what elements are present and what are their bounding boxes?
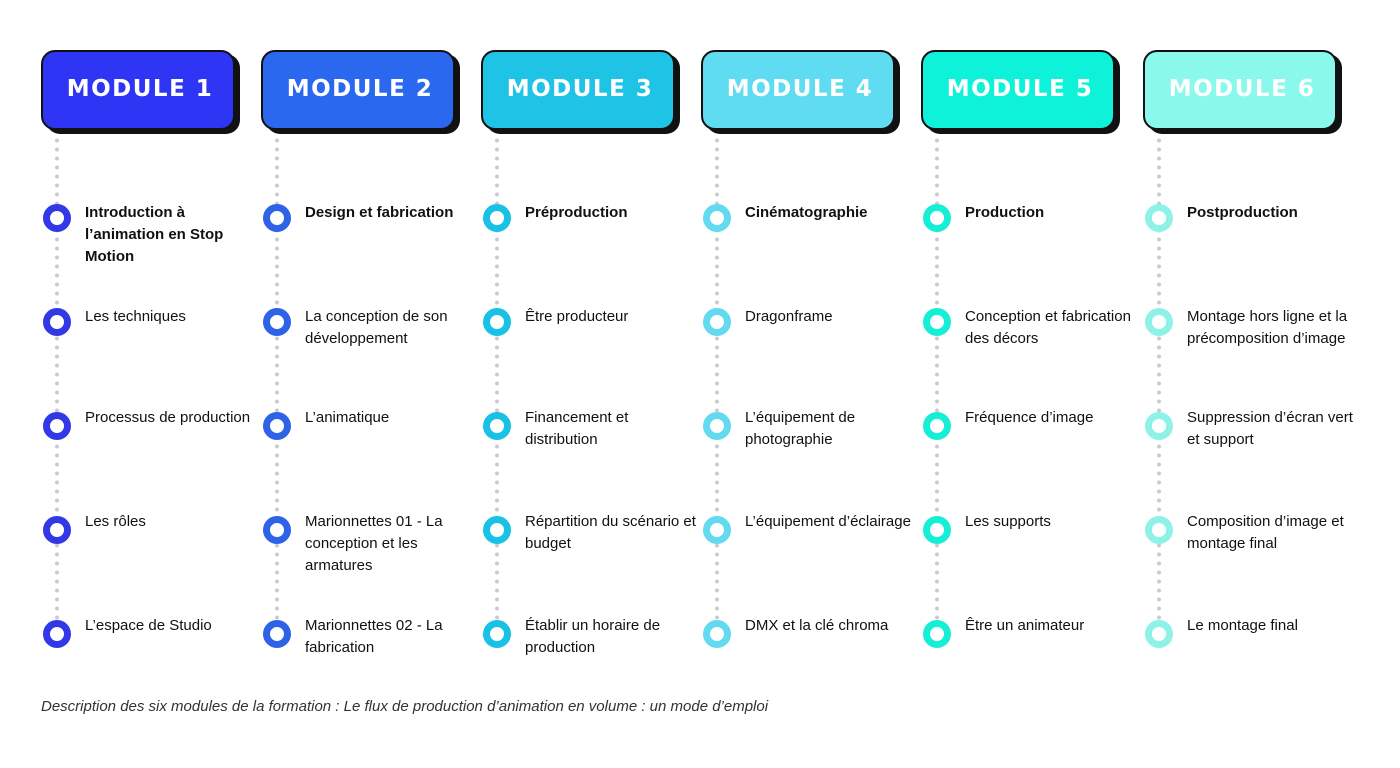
timeline-node-icon [43, 308, 71, 336]
module-subject-title: Préproduction [525, 204, 628, 221]
timeline-node-icon [923, 308, 951, 336]
timeline-node-icon [263, 620, 291, 648]
timeline-node-icon [483, 412, 511, 440]
module-subject-title: Production [965, 204, 1045, 221]
module-subject-title: Design et fabrication [305, 204, 454, 221]
module-topic-label: La conception de son développement [305, 308, 448, 347]
module-topic-label: Conception et fabrication des décors [965, 308, 1131, 347]
module-title: MODULE 6 [1168, 76, 1316, 102]
timeline-node-icon [263, 412, 291, 440]
module-subject-title: Introduction à l’animation en Stop Motion [85, 204, 224, 265]
timeline-node-icon [483, 516, 511, 544]
module-subject-title: Cinématographie [745, 204, 868, 221]
module-column-5 [921, 0, 1141, 700]
timeline-dotted-line [1157, 100, 1161, 635]
timeline-node-icon [703, 308, 731, 336]
module-topic-label: Fréquence d’image [965, 409, 1094, 426]
timeline-dotted-line [715, 100, 719, 635]
module-column-3 [481, 0, 701, 700]
timeline-node-icon [263, 308, 291, 336]
module-subject-title: Postproduction [1187, 204, 1298, 221]
timeline-node-icon [263, 516, 291, 544]
module-topic-label: Établir un horaire de production [525, 617, 661, 656]
module-header-box [41, 50, 235, 130]
module-topic-label: L’espace de Studio [85, 617, 212, 634]
timeline-node-icon [43, 516, 71, 544]
timeline-node-icon [1145, 620, 1173, 648]
timeline-dotted-line [55, 100, 59, 635]
module-header-box [481, 50, 675, 130]
module-title: MODULE 5 [946, 76, 1094, 102]
module-column-6 [1143, 0, 1363, 700]
timeline-dotted-line [935, 100, 939, 635]
module-topic-label: Le montage final [1187, 617, 1298, 634]
module-topic-label: Les rôles [85, 513, 146, 530]
timeline-node-icon [923, 412, 951, 440]
module-topic-label: Les techniques [85, 308, 186, 325]
timeline-node-icon [263, 204, 291, 232]
module-topic-label: Être producteur [525, 308, 629, 325]
module-topic-label: L’équipement de photographie [745, 409, 856, 448]
module-topic-label: Processus de production [85, 409, 251, 426]
timeline-node-icon [43, 412, 71, 440]
module-column-4 [701, 0, 921, 700]
module-topic-label: Composition d’image et montage final [1187, 513, 1344, 552]
module-title: MODULE 1 [66, 76, 214, 102]
timeline-node-icon [483, 204, 511, 232]
module-column-1 [41, 0, 261, 700]
timeline-node-icon [1145, 412, 1173, 440]
module-topic-label: Les supports [965, 513, 1051, 530]
timeline-node-icon [43, 204, 71, 232]
module-topic-label: Dragonframe [745, 308, 833, 325]
module-topic-label: Suppression d’écran vert et support [1187, 409, 1353, 448]
module-topic-label: L’animatique [305, 409, 390, 426]
module-topic-label: L’équipement d’éclairage [745, 513, 911, 530]
timeline-node-icon [1145, 308, 1173, 336]
timeline-node-icon [1145, 204, 1173, 232]
timeline-node-icon [703, 620, 731, 648]
timeline-node-icon [703, 516, 731, 544]
module-title: MODULE 4 [726, 76, 874, 102]
timeline-node-icon [703, 204, 731, 232]
timeline-node-icon [923, 204, 951, 232]
module-topic-label: Financement et distribution [525, 409, 629, 448]
module-topic-label: Répartition du scénario et budget [525, 513, 696, 552]
timeline-node-icon [483, 308, 511, 336]
module-header-box [921, 50, 1115, 130]
module-topic-label: Marionnettes 02 - La fabrication [305, 617, 443, 656]
module-column-2 [261, 0, 481, 700]
module-topic-label: DMX et la clé chroma [745, 617, 889, 634]
module-topic-label: Marionnettes 01 - La conception et les armatures [305, 513, 443, 574]
timeline-dotted-line [275, 100, 279, 635]
timeline-node-icon [1145, 516, 1173, 544]
timeline-node-icon [483, 620, 511, 648]
timeline-node-icon [923, 620, 951, 648]
timeline-node-icon [703, 412, 731, 440]
timeline-dotted-line [495, 100, 499, 635]
module-header-box [1143, 50, 1337, 130]
module-title: MODULE 2 [286, 76, 434, 102]
caption: Description des six modules de la formation : Le flux de production d’animation en volume : un mode d’emploi [41, 698, 769, 715]
timeline-node-icon [43, 620, 71, 648]
module-topic-label: Être un animateur [965, 617, 1085, 634]
timeline-node-icon [923, 516, 951, 544]
module-header-box [261, 50, 455, 130]
module-header-box [701, 50, 895, 130]
module-title: MODULE 3 [506, 76, 654, 102]
module-topic-label: Montage hors ligne et la précomposition d’image [1187, 308, 1348, 347]
